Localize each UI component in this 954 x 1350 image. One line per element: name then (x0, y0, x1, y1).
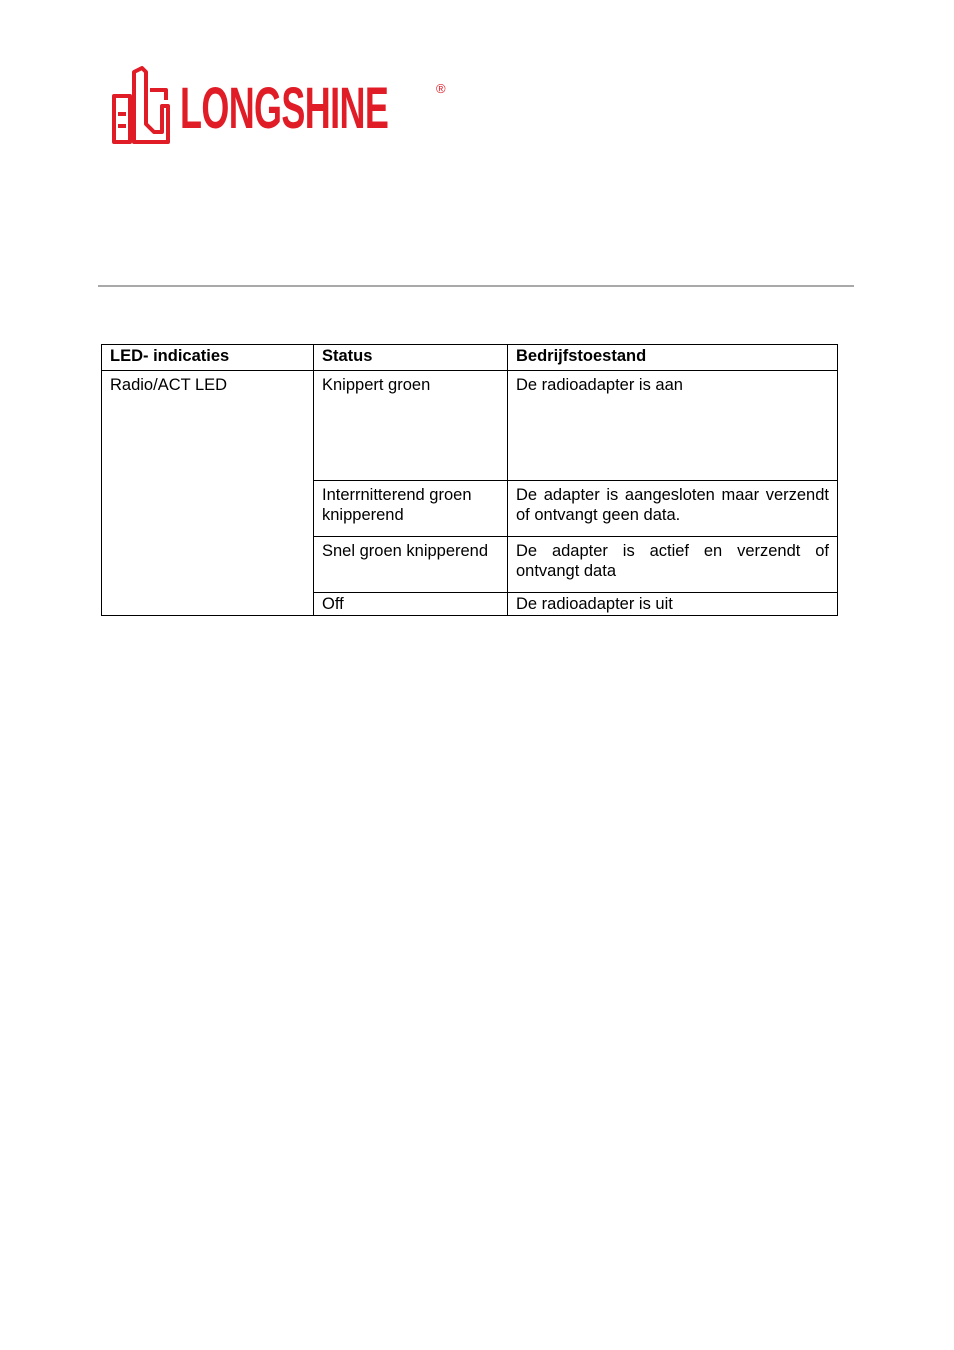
led-name-cell: Radio/ACT LED (102, 371, 314, 616)
brand-wordmark: LONGSHINE (180, 76, 389, 141)
led-status-table (101, 344, 838, 616)
table-row (102, 371, 838, 481)
column-header-led: LED- indicaties (102, 345, 314, 371)
column-header-state: Bedrijfstoestand (508, 345, 838, 371)
table-header-row (102, 345, 838, 371)
state-cell: De adapter is aangesloten maar verzendt of ontvangt geen data. (508, 481, 838, 537)
brand-logo (110, 66, 170, 146)
header-divider (98, 285, 854, 287)
state-cell: De radioadapter is uit (508, 593, 838, 616)
status-cell: Knippert groen (314, 371, 508, 481)
column-header-status: Status (314, 345, 508, 371)
state-cell: De adapter is actief en verzendt of ontvangt data (508, 537, 838, 593)
status-cell: Interrnitterend groen knipperend (314, 481, 508, 537)
state-cell: De radioadapter is aan (508, 371, 838, 481)
longshine-emblem-icon (110, 66, 170, 146)
registered-mark: ® (436, 81, 446, 96)
status-cell: Off (314, 593, 508, 616)
status-cell: Snel groen knipperend (314, 537, 508, 593)
